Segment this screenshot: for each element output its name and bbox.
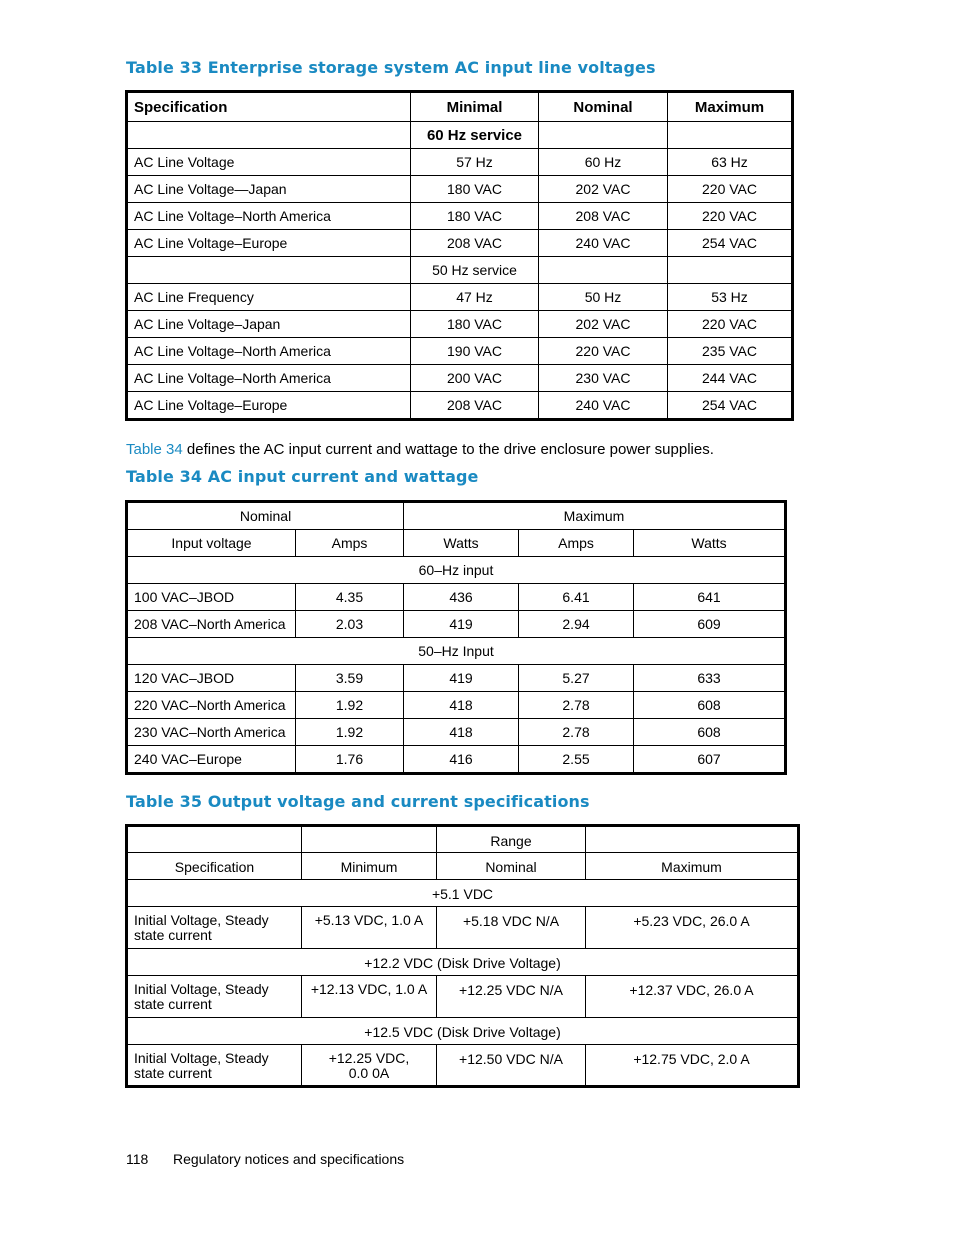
subheader-amps: Amps [296,530,404,557]
header-minimal: Minimal [411,92,539,122]
empty-cell [302,826,437,853]
empty-cell [127,257,411,284]
value-cell: 436 [404,584,519,611]
value-cell: 180 VAC [411,203,539,230]
row-label-cell: AC Line Voltage—Japan [127,176,411,203]
header-specification: Specification [127,92,411,122]
section-60hz: 60 Hz service [411,122,539,149]
table-row [127,611,786,638]
value-cell: 3.59 [296,665,404,692]
minimum-cell: +12.25 VDC, 0.0 0A [302,1045,437,1087]
row-label-cell: 100 VAC–JBOD [127,584,296,611]
value-cell: 57 Hz [411,149,539,176]
value-cell: 2.78 [519,692,634,719]
table-row [127,230,793,257]
value-cell: 220 VAC [539,338,668,365]
row-label-cell: AC Line Voltage–Europe [127,392,411,420]
value-cell: 180 VAC [411,311,539,338]
value-cell: 254 VAC [668,230,793,257]
maximum-cell: +12.75 VDC, 2.0 A [586,1045,799,1087]
value-cell: 419 [404,665,519,692]
value-cell: 1.92 [296,692,404,719]
empty-cell [668,122,793,149]
value-cell: 200 VAC [411,365,539,392]
group-title: +12.2 VDC (Disk Drive Voltage) [127,949,799,976]
spec-cell: Initial Voltage, Steady state current [127,907,302,949]
minimum-cell: +5.13 VDC, 1.0 A [302,907,437,949]
page-number: 118 [126,1151,149,1167]
table-33-rows-50hz [127,284,793,420]
table-35 [125,824,800,1088]
group-title: +12.5 VDC (Disk Drive Voltage) [127,1018,799,1045]
row-label-cell: 120 VAC–JBOD [127,665,296,692]
table-34-link[interactable]: Table 34 [126,441,183,458]
value-cell: 244 VAC [668,365,793,392]
section-50hz-input: 50–Hz Input [127,638,786,665]
value-cell: 53 Hz [668,284,793,311]
table-33-caption: Table 33 Enterprise storage system AC input line voltages [126,58,656,77]
group-nominal: Nominal [127,502,404,530]
value-cell: 2.78 [519,719,634,746]
value-cell: 6.41 [519,584,634,611]
table-34 [125,500,787,775]
table-row [127,149,793,176]
subheader-amps-max: Amps [519,530,634,557]
value-cell: 208 VAC [411,230,539,257]
value-cell: 208 VAC [411,392,539,420]
value-cell: 633 [634,665,786,692]
header-maximum: Maximum [586,853,799,880]
table-34-rows-50hz [127,665,786,774]
empty-cell [127,122,411,149]
value-cell: 180 VAC [411,176,539,203]
value-cell: 47 Hz [411,284,539,311]
maximum-cell: +12.37 VDC, 26.0 A [586,976,799,1018]
table-33 [125,90,794,421]
table-row [127,392,793,420]
group-maximum: Maximum [404,502,786,530]
maximum-cell: +5.23 VDC, 26.0 A [586,907,799,949]
row-label-cell: AC Line Voltage–Japan [127,311,411,338]
section-50hz: 50 Hz service [411,257,539,284]
empty-cell [539,257,668,284]
intro-paragraph [126,441,714,458]
table-row [127,365,793,392]
value-cell: 608 [634,719,786,746]
section-60hz-input: 60–Hz input [127,557,786,584]
header-maximum: Maximum [668,92,793,122]
value-cell: 50 Hz [539,284,668,311]
table-row [127,203,793,230]
value-cell: 240 VAC [539,230,668,257]
row-label-cell: AC Line Voltage–Europe [127,230,411,257]
value-cell: 220 VAC [668,311,793,338]
table-row [127,338,793,365]
table-row [127,176,793,203]
value-cell: 418 [404,692,519,719]
table-34-rows-60hz [127,584,786,638]
row-label-cell: AC Line Voltage [127,149,411,176]
subheader-input-voltage: Input voltage [127,530,296,557]
group-title: +5.1 VDC [127,880,799,907]
minimum-cell: +12.13 VDC, 1.0 A [302,976,437,1018]
value-cell: 208 VAC [539,203,668,230]
value-cell: 416 [404,746,519,774]
value-cell: 607 [634,746,786,774]
value-cell: 240 VAC [539,392,668,420]
value-cell: 254 VAC [668,392,793,420]
value-cell: 418 [404,719,519,746]
value-cell: 1.76 [296,746,404,774]
spec-cell: Initial Voltage, Steady state current [127,976,302,1018]
value-cell: 60 Hz [539,149,668,176]
header-nominal: Nominal [437,853,586,880]
empty-cell [539,122,668,149]
table-row [127,584,786,611]
row-label-cell: 220 VAC–North America [127,692,296,719]
value-cell: 1.92 [296,719,404,746]
value-cell: 4.35 [296,584,404,611]
value-cell: 608 [634,692,786,719]
nominal-cell: +12.50 VDC N/A [437,1045,586,1087]
table-row [127,719,786,746]
row-label-cell: AC Line Voltage–North America [127,365,411,392]
nominal-cell: +12.25 VDC N/A [437,976,586,1018]
value-cell: 2.94 [519,611,634,638]
header-nominal: Nominal [539,92,668,122]
table-row [127,746,786,774]
value-cell: 230 VAC [539,365,668,392]
value-cell: 220 VAC [668,176,793,203]
value-cell: 220 VAC [668,203,793,230]
table-34-caption: Table 34 AC input current and wattage [126,467,479,486]
value-cell: 419 [404,611,519,638]
value-cell: 202 VAC [539,311,668,338]
row-label-cell: AC Line Voltage–North America [127,338,411,365]
value-cell: 5.27 [519,665,634,692]
row-label-cell: 240 VAC–Europe [127,746,296,774]
table-row [127,692,786,719]
subheader-watts: Watts [404,530,519,557]
table-row [127,665,786,692]
value-cell: 609 [634,611,786,638]
value-cell: 63 Hz [668,149,793,176]
value-cell: 641 [634,584,786,611]
footer-section-title: Regulatory notices and specifications [173,1151,405,1167]
table-33-rows-60hz [127,149,793,257]
header-range: Range [437,826,586,853]
row-label-cell: AC Line Voltage–North America [127,203,411,230]
value-cell: 235 VAC [668,338,793,365]
empty-cell [586,826,799,853]
empty-cell [127,826,302,853]
table-row [127,311,793,338]
value-cell: 2.03 [296,611,404,638]
row-label-cell: 208 VAC–North America [127,611,296,638]
intro-text: defines the AC input current and wattage to the drive enclosure power supplies. [182,441,714,458]
header-minimum: Minimum [302,853,437,880]
spec-cell: Initial Voltage, Steady state current [127,1045,302,1087]
nominal-cell: +5.18 VDC N/A [437,907,586,949]
header-specification: Specification [127,853,302,880]
table-35-caption: Table 35 Output voltage and current specifications [126,792,590,811]
value-cell: 2.55 [519,746,634,774]
subheader-watts-max: Watts [634,530,786,557]
empty-cell [668,257,793,284]
value-cell: 190 VAC [411,338,539,365]
table-row [127,284,793,311]
row-label-cell: AC Line Frequency [127,284,411,311]
value-cell: 202 VAC [539,176,668,203]
row-label-cell: 230 VAC–North America [127,719,296,746]
